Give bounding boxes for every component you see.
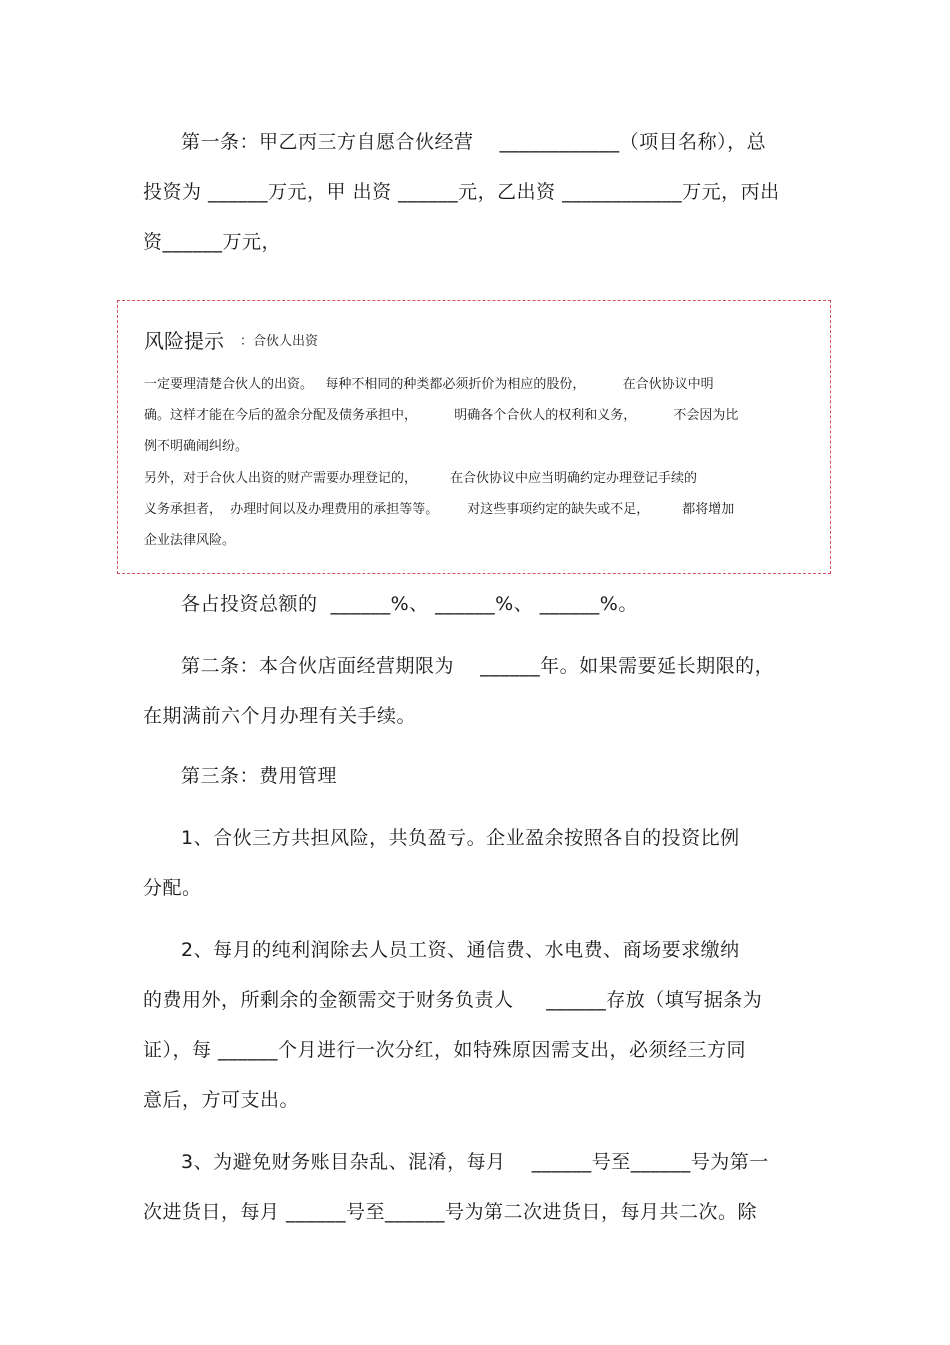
article3-item2-line1: 2、每月的纯利润除去人员工资、通信费、水电费、商场要求缴纳 <box>181 939 740 961</box>
article3-item2-line4: 意后，方可支出。 <box>143 1089 300 1111</box>
risk-notice-line: 一定要理清楚合伙人的出资。 每种不相同的种类都必须折价为相应的股份， 在合伙协议中明 <box>144 377 714 392</box>
article3-item2-line3: 证），每 ______个月进行一次分红，如特殊原因需支出，必须经三方同 <box>143 1039 747 1061</box>
shares-line: 各占投资总额的 ______%、 ______%、 ______%。 <box>181 593 638 615</box>
article1-line1: 第一条：甲乙丙三方自愿合伙经营 ____________（项目名称），总 <box>181 131 767 153</box>
risk-notice-title: 风险提示 <box>144 329 224 353</box>
risk-notice-subtitle: ：合伙人出资 <box>240 334 319 349</box>
risk-notice-line: 企业法律风险。 <box>144 533 236 548</box>
article3-item1-line2: 分配。 <box>143 877 202 899</box>
article1-line2: 投资为 ______万元，甲 出资 ______元，乙出资 ____________万元，丙出 <box>143 181 780 203</box>
article2-line1: 第二条：本合伙店面经营期限为 ______年。如果需要延长期限的， <box>181 655 775 677</box>
article3-item3-line1: 3、为避免财务账目杂乱、混淆，每月 ______号至______号为第一 <box>181 1151 769 1173</box>
article2-line2: 在期满前六个月办理有关手续。 <box>143 705 417 727</box>
risk-notice-line: 确。这样才能在今后的盈余分配及债务承担中， 明确各个合伙人的权利和义务， 不会因为比 <box>144 408 739 423</box>
risk-notice-line: 义务承担者， 办理时间以及办理费用的承担等等。 对这些事项约定的缺失或不足， 都将增加 <box>144 502 735 517</box>
risk-notice-line: 另外，对于合伙人出资的财产需要办理登记的， 在合伙协议中应当明确约定办理登记手续的 <box>144 471 698 486</box>
article1-line3: 资______万元， <box>143 231 282 253</box>
article3-heading: 第三条：费用管理 <box>181 765 338 787</box>
article3-item3-line2: 次进货日，每月 ______号至______号为第二次进货日，每月共二次。除 <box>143 1201 758 1223</box>
risk-notice-line: 例不明确闹纠纷。 <box>144 439 249 454</box>
article3-item1-line1: 1、合伙三方共担风险，共负盈亏。企业盈余按照各自的投资比例 <box>181 827 740 849</box>
article3-item2-line2: 的费用外，所剩余的金额需交于财务负责人 ______存放（填写据条为 <box>143 989 763 1011</box>
